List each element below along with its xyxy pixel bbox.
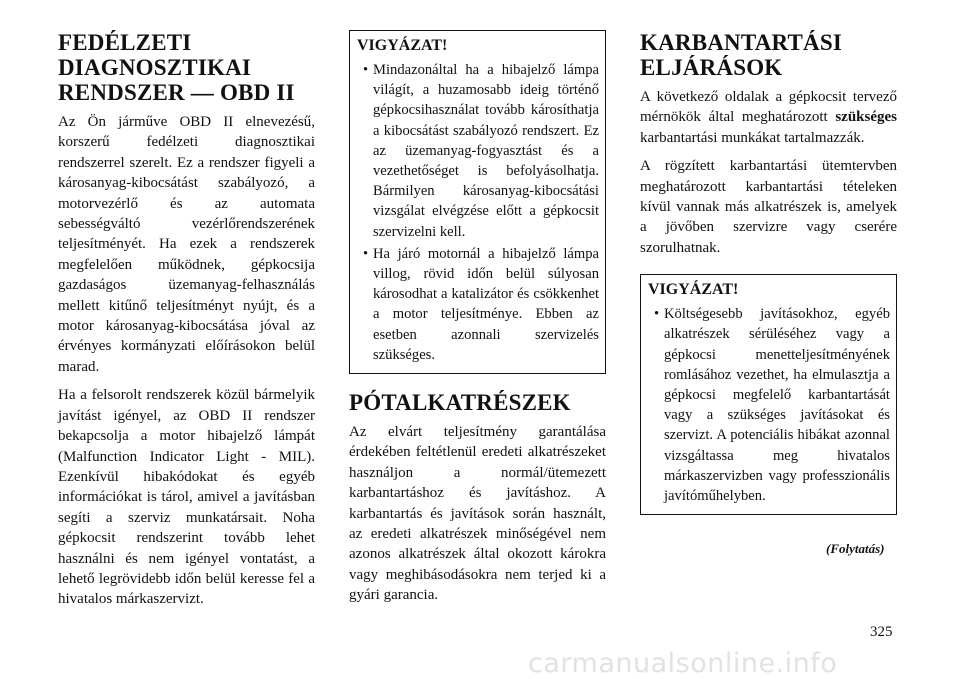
warning-item: • Mindazonáltal ha a hibajelző lámpa világít, a huzamosabb ideig történő gépkocsihasználat tovább károsíthatja a kibocsátást szabályozó rendszert. Ez az üzemanyag-fogyasztást és a vezethetőséget is befolyásolhatja. Bármilyen károsanyag-kibocsátási vizsgálat elvégzése előtt a gépkocsit szervizelni kell.	[363, 62, 599, 240]
bullet-icon: •	[363, 245, 369, 262]
column-maintenance	[640, 30, 897, 515]
bullet-icon: •	[654, 306, 660, 323]
paragraph-maintenance-other: A rögzített karbantartási ütemtervben meghatározott karbantartási tételeken kívül vannak más alkatrészek is, amelyek a jövőben szervizre vagy cserére szorulhatnak.	[640, 158, 897, 256]
continued-label: (Folytatás)	[826, 541, 885, 556]
warning-list	[357, 60, 599, 365]
page-number: 325	[870, 624, 893, 640]
bullet-icon: •	[363, 62, 369, 78]
paragraph-parts: Az elvárt teljesítmény garantálása érdekében feltétlenül eredeti alkatrészeket használjon a normál/ütemezett karbantartáshoz és javításhoz. A karbantartás és javítások során használt, az eredeti alkatrészek minőségével nem azonos alkatrészek által okozott károkra vagy meghibásodásokra nem terjed ki a gyári garancia.	[349, 424, 606, 604]
section-title-parts: PÓTALKATRÉSZEK	[349, 390, 571, 416]
watermark: carmanualsonline.info	[528, 648, 838, 679]
warning-box-mil	[349, 30, 606, 374]
section-title-obd: FEDÉLZETI DIAGNOSZTIKAI RENDSZER — OBD II	[58, 30, 295, 105]
paragraph-obd-mil: Ha a felsorolt rendszerek közül bármelyik javítást igényel, az OBD II rendszer bekapcsolja a motor hibajelző lámpát (Malfunction Indicator Light - MIL). Ezenkívül hibakódokat és egyéb információkat is tárol, amivel a javításban segíti a szerviz munkatársait. Noha gépkocsit rendszerint tovább lehet használni és nem igényel vontatást, a lehető legrövidebb időn belül keresse fel a hivatalos márkaszervizt.	[58, 387, 315, 608]
warning-item: • Költségesebb javításokhoz, egyéb alkatrészek sérüléséhez vagy a gépkocsi menetteljesítményének romlásához vezethet, ha elmulasztja a gépkocsi megfelelő karbantartását vagy a szükséges javításokat és szervizt. A potenciális hibákat azonnal vizsgáltassa meg hivatalos márkaszervizben vagy professzionális javítóműhelyben.	[654, 306, 890, 505]
column-obd	[58, 30, 315, 618]
warning-box-maintenance	[640, 274, 897, 515]
warning-title: VIGYÁZAT!	[648, 281, 739, 299]
warning-title: VIGYÁZAT!	[357, 37, 448, 54]
paragraph-obd-intro: Az Ön járműve OBD II elnevezésű, korszerű fedélzeti diagnosztikai rendszerrel szerelt. Ez a rendszer figyeli a károsanyag-kibocsátást szabályozó, a motorvezérlő és az automata sebességváltó vezérlőrendszerének teljesítményét. Ha ezek a rendszerek megfelelően működnek, gépkocsija gazdaságos üzemanyag-felhasználás mellett kitűnő teljesítményt nyújt, és a motor károsanyag-kibocsátása jóval az érvényes kormányzati előírásokon belül marad.	[58, 114, 315, 375]
column-parts	[349, 30, 606, 614]
paragraph-maintenance-intro: A következő oldalak a gépkocsit tervező mérnökök által meghatározott szükséges karbantartási munkákat tartalmazzák.	[640, 89, 897, 146]
warning-list	[648, 304, 890, 506]
warning-item: • Ha járó motornál a hibajelző lámpa villog, rövid időn belül súlyosan károsodhat a katalizátor és csökkenhet a motor teljesítménye. Ebben az esetben azonnali szervizelés szükséges.	[363, 245, 599, 363]
section-title-maintenance: KARBANTARTÁSI ELJÁRÁSOK	[640, 30, 843, 80]
